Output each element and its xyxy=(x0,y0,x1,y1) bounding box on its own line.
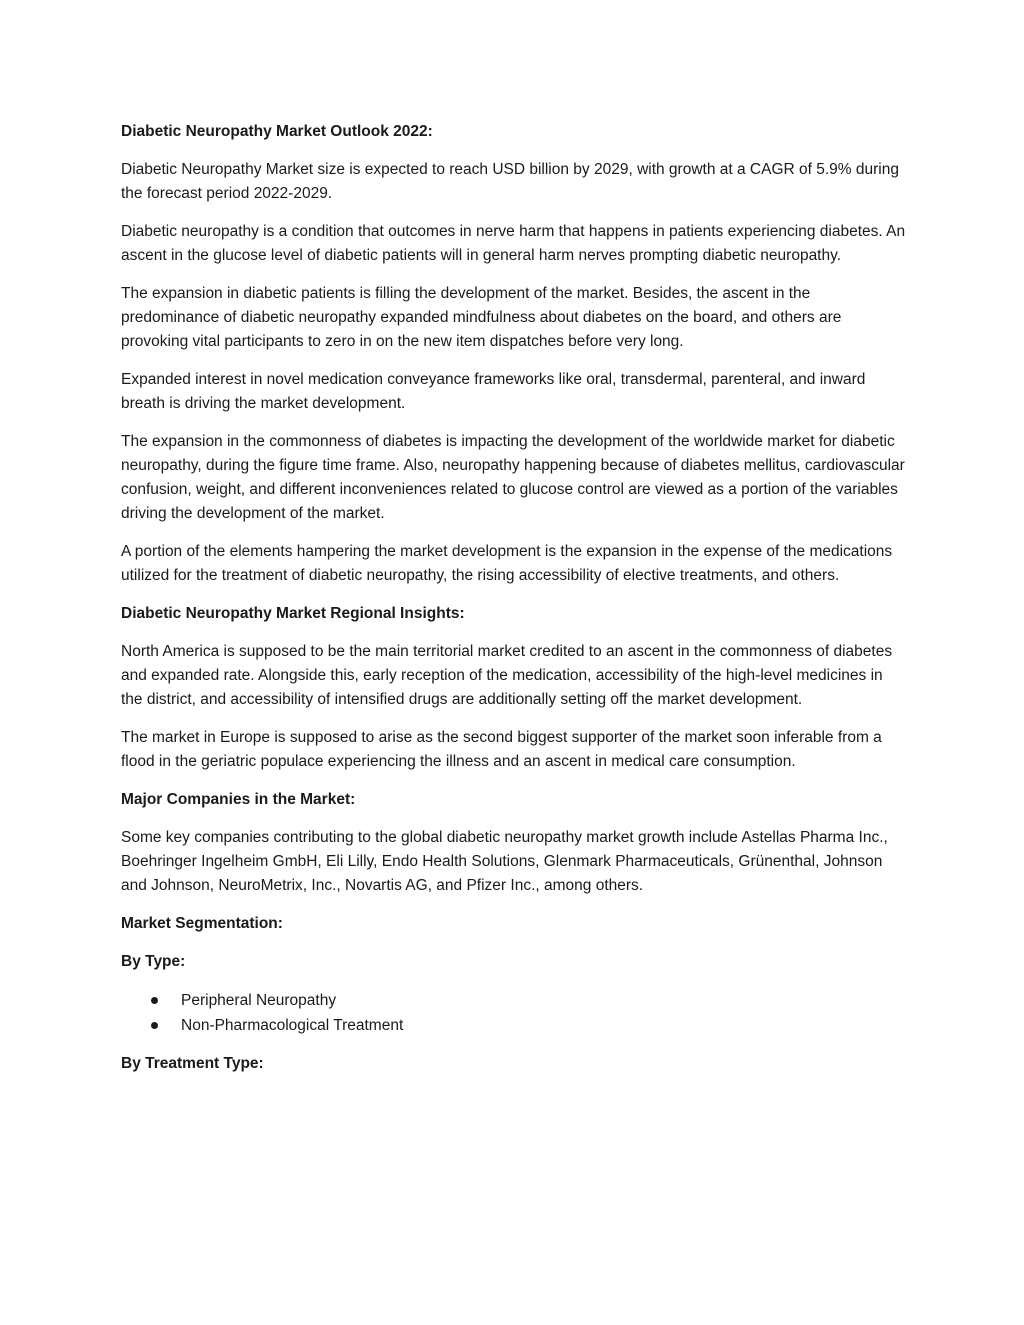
paragraph-restraints: A portion of the elements hampering the market development is the expansion in the expense of the medications utilized for the treatment of diabetic neuropathy, the rising accessibility of elective treatments, and others. xyxy=(121,543,893,584)
paragraph-key-companies: Some key companies contributing to the global diabetic neuropathy market growth include Astellas Pharma Inc., Boehringer Ingelheim GmbH, Eli Lilly, Endo Health Solutions, Glenmark Pharmaceuticals, Grünenthal, Johnson and Johnson, NeuroMetrix, Inc., Novartis AG, and Pfizer Inc., among others. xyxy=(121,829,888,894)
list-item-label: Peripheral Neuropathy xyxy=(181,992,337,1009)
subheading-by-type: By Type: xyxy=(121,953,186,970)
paragraph-europe: The market in Europe is supposed to arise as the second biggest supporter of the market soon inferable from a flood in the geriatric populace experiencing the illness and an ascent in medical care consumption. xyxy=(121,729,882,770)
list-item-label: Non-Pharmacological Treatment xyxy=(181,1017,404,1034)
paragraph-market-size: Diabetic Neuropathy Market size is expected to reach USD billion by 2029, with growth at a CAGR of 5.9% during the forecast period 2022-2029. xyxy=(121,161,899,202)
section-heading-market-segmentation: Market Segmentation: xyxy=(121,915,283,932)
list-item xyxy=(121,988,906,1013)
paragraph-market-drivers: The expansion in diabetic patients is filling the development of the market. Besides, the ascent in the predominance of diabetic neuropathy expanded mindfulness about diabetes on the board, and others are provoking vital participants to zero in on the new item dispatches before very long. xyxy=(121,285,842,350)
paragraph-prevalence-impact: The expansion in the commonness of diabetes is impacting the development of the worldwide market for diabetic neuropathy, during the figure time frame. Also, neuropathy happening because of diabetes mellitus, cardiovascular confusion, weight, and different inconveniences related to glucose control are viewed as a portion of the variables driving the development of the market. xyxy=(121,433,905,522)
bullet-icon xyxy=(151,997,158,1004)
paragraph-north-america: North America is supposed to be the main territorial market credited to an ascent in the commonness of diabetes and expanded rate. Alongside this, early reception of the medication, accessibility of the high-level medicines in the district, and accessibility of intensified drugs are additionally setting off the market development. xyxy=(121,643,893,708)
paragraph-condition-definition: Diabetic neuropathy is a condition that outcomes in nerve harm that happens in patients experiencing diabetes. An ascent in the glucose level of diabetic patients will in general harm nerves prompting diabetic neuropathy. xyxy=(121,223,906,264)
by-type-list xyxy=(121,988,906,1038)
section-heading-major-companies: Major Companies in the Market: xyxy=(121,791,356,808)
bullet-icon xyxy=(151,1022,158,1029)
section-heading-regional-insights: Diabetic Neuropathy Market Regional Insights: xyxy=(121,605,465,622)
document-page xyxy=(121,120,906,1090)
paragraph-delivery-systems: Expanded interest in novel medication conveyance frameworks like oral, transdermal, parenteral, and inward breath is driving the market development. xyxy=(121,371,866,412)
subheading-by-treatment-type: By Treatment Type: xyxy=(121,1055,264,1072)
section-heading-market-outlook: Diabetic Neuropathy Market Outlook 2022: xyxy=(121,123,433,140)
list-item xyxy=(121,1013,906,1038)
